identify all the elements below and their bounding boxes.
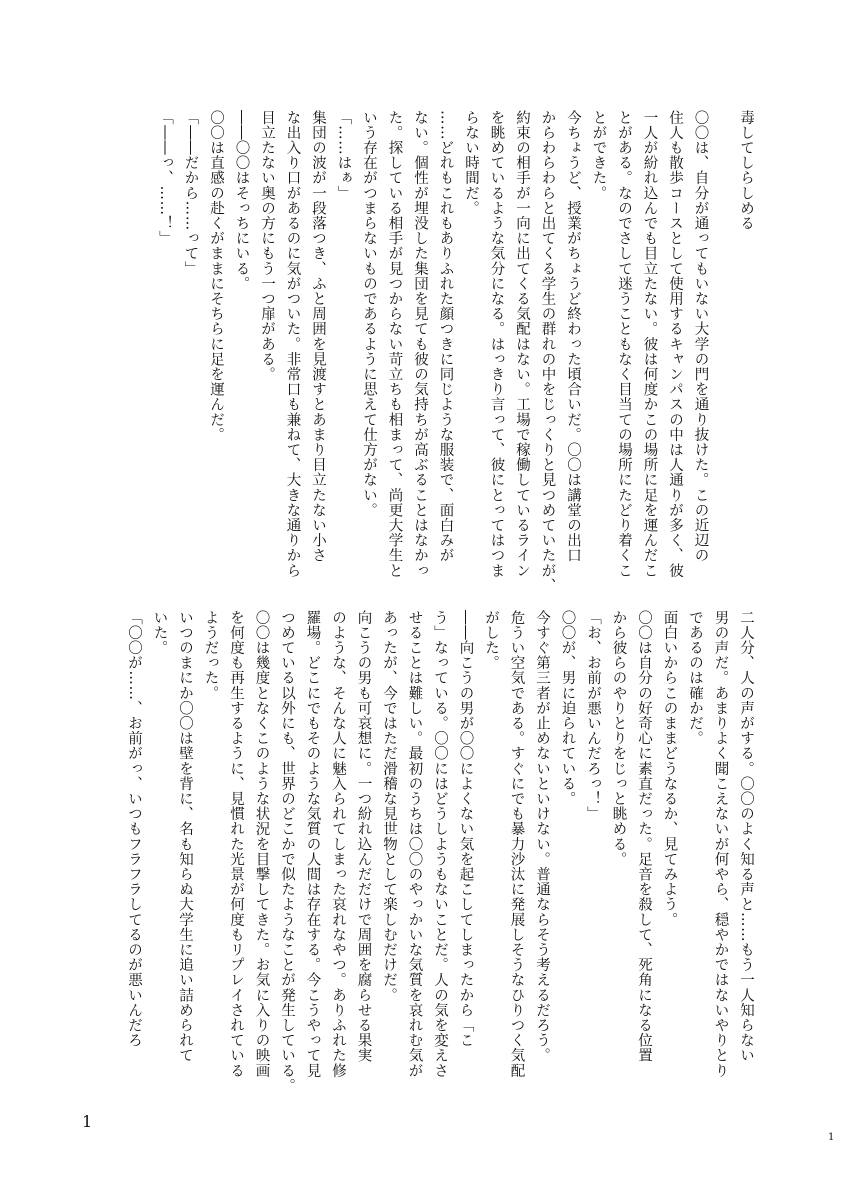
lower-text-block — [121, 610, 759, 1094]
text-line: から彼らのやりとりをじっと眺める。 — [610, 610, 627, 867]
page-number: 1 — [82, 1112, 93, 1131]
text-line: 〇〇は、自分が通ってもいない大学の門を通り抜けた。この近辺の — [692, 110, 709, 563]
text-line: いた。 — [151, 610, 168, 656]
text-line: 「お、お前が悪いんだろっ！」 — [585, 610, 601, 822]
text-line: ない。個性が埋没した集団を見ても彼の気持ちが高ぶることはなかっ — [412, 110, 428, 579]
text-line: 危うい空気である。すぐにでも暴力沙汰に発展しそうなひりつく気配 — [508, 610, 525, 1079]
text-line: う」なっている。〇〇にはどうしようもないことだ。人の気を変えさ — [432, 610, 448, 1079]
text-line: 今ちょうど、授業がちょうど終わった頃合いだ。〇〇は講堂の出口 — [565, 110, 581, 563]
text-line: た。探している相手が見つからない苛立ちも相まって、尚更大学生と — [386, 110, 403, 579]
text-line: とができた。 — [590, 110, 607, 201]
text-line: 一人が紛れ込んでも目立たない。彼は何度かこの場所に足を運んだこ — [641, 110, 658, 579]
text-line: 集団の波が一段落つき、ふと周囲を見渡すとあまり目立たない小さ — [310, 110, 326, 563]
text-line: とがある。なのでさして迷うこともなく目当ての場所にたどり着くこ — [616, 110, 632, 579]
text-line: 「〇〇が……、お前がっ、いつもフラフラしてるのが悪いんだろ — [126, 610, 142, 1048]
text-line: であるのは確かだ。 — [687, 610, 703, 746]
text-line: 目立たない奥の方にもう一つ扉がある。 — [259, 110, 275, 382]
text-line: いつのまにか〇〇は壁を背に、名も知らぬ大学生に追い詰められて — [177, 610, 193, 1063]
text-line: 二人分、人の声がする。〇〇のよく知る声と……もう一人知らない — [738, 610, 754, 1063]
text-line: せることは難しい。最初のうちは〇〇のやっかいな気質を哀れむ気が — [406, 610, 423, 1079]
document-title: 毒してしらしめる — [738, 110, 754, 231]
text-line: 向こうの男も可哀想に。一つ紛れ込んだだけで周囲を腐らせる果実 — [355, 610, 372, 1063]
text-line: ……どれもこれもありふれた顔つきに同じような服装で、面白みが — [437, 110, 454, 563]
text-line: らない時間だ。 — [463, 110, 479, 216]
text-line: がした。 — [483, 610, 499, 671]
text-line: 面白いからこのままどうなるか、見てみよう。 — [661, 610, 678, 928]
text-line: 〇〇は直感の赴くがままにそちらに足を運んだ。 — [208, 110, 224, 443]
text-line: 「……はぁ」 — [335, 110, 352, 201]
text-line: を眺めているような気分になる。はっきり言って、彼にとってはつま — [488, 110, 505, 579]
text-line: 「――っ、……！」 — [157, 110, 173, 246]
upper-text-block — [152, 110, 759, 594]
text-line: からわらわらと出てくる学生の群れの中をじっくりと見つめていたが、 — [539, 110, 556, 594]
text-line: 羅場。どこにでもそのような気質の人間は存在する。今こうやって見 — [304, 610, 321, 1079]
text-line: ――向こうの男が〇〇によくない気を起こしてしまったから「こ — [457, 610, 474, 1048]
text-line: あったが、今ではただ滑稽な見世物として楽しむだけだ。 — [381, 610, 397, 1003]
text-line: 「――だから……って」 — [182, 110, 199, 277]
page-number-corner: 1 — [828, 1132, 835, 1143]
text-line: 男の声だ。あまりよく聞こえないが何やら、穏やかではないやりとり — [712, 610, 729, 1079]
text-line: 〇〇が、男に迫られている。 — [559, 610, 576, 807]
text-line: 約束の相手が一向に出てくる気配はない。工場で稼働しているライン — [514, 110, 530, 579]
text-line: ――〇〇はそっちにいる。 — [233, 110, 250, 292]
text-line: 住人も散歩コースとして使用するキャンパスの中は人通りが多く、彼 — [667, 110, 683, 579]
text-line: いう存在がつまらないものであるように思えて仕方がない。 — [361, 110, 377, 518]
text-line: 〇〇は自分の好奇心に素直だった。足音を殺して、死角になる位置 — [636, 610, 652, 1063]
text-line: 〇〇は幾度となくこのような状況を目撃してきた。お気に入りの映画 — [253, 610, 270, 1079]
text-line: 今すぐ第三者が止めないといけない。普通ならそう考えるだろう。 — [534, 610, 550, 1063]
text-line: ようだった。 — [202, 610, 219, 701]
text-line: を何度も再生するように、見慣れた光景が何度もリプレイされている — [228, 610, 244, 1079]
text-line: つめている以外にも、世界のどこかで似たようなことが発生している。 — [279, 610, 295, 1094]
text-line: な出入り口があるのに気がついた。非常口も兼ねて、大きな通りから — [284, 110, 301, 579]
text-line: のような、そんな人に魅入られてしまった哀れなやつ。ありふれた修 — [330, 610, 346, 1079]
